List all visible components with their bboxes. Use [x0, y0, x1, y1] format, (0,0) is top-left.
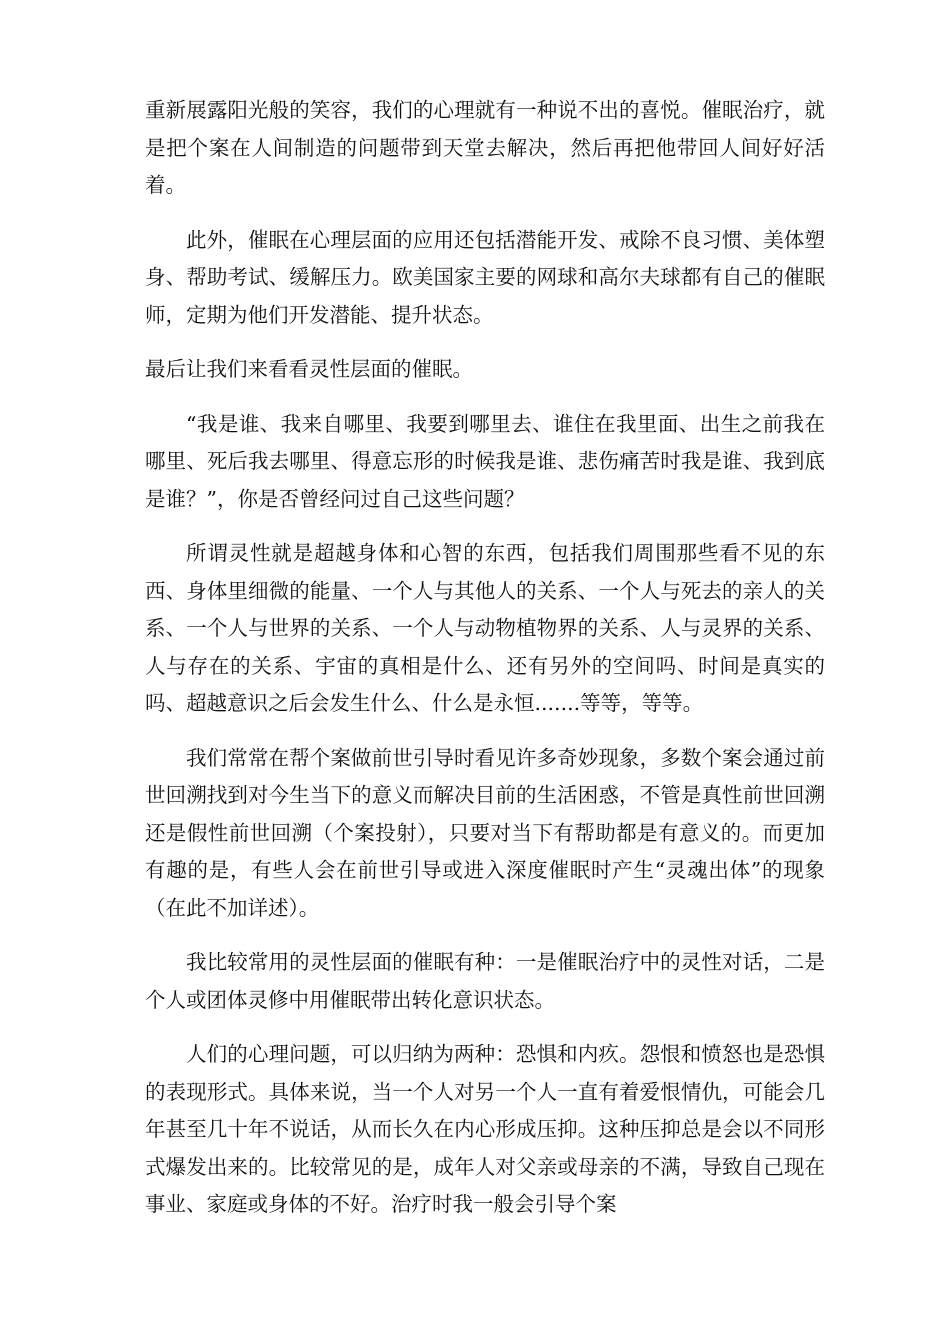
body-text: [145, 92, 825, 1241]
paragraph-4: “我是谁、我来自哪里、我要到哪里去、谁住在我里面、出生之前我在哪里、死后我去哪里、得意忘形的时候我是谁、悲伤痛苦时我是谁、我到底是谁？”，你是否曾经问过自己这些问题？: [145, 411, 825, 511]
paragraph-1: 重新展露阳光般的笑容，我们的心理就有一种说不出的喜悦。催眠治疗，就是把个案在人间制造的问题带到天堂去解决，然后再把他带回人间好好活着。: [145, 98, 825, 197]
paragraph-5: 所谓灵性就是超越身体和心智的东西，包括我们周围那些看不见的东西、身体里细微的能量、一个人与其他人的关系、一个人与死去的亲人的关系、一个人与世界的关系、一个人与动物植物界的关系、人与灵界的关系、人与存在的关系、宇宙的真相是什么、还有另外的空间吗、时间是真实的吗、超越意识之后会发生什么、什么是永恒.......等等，等等。: [145, 541, 825, 715]
paragraph-6: 我们常常在帮个案做前世引导时看见许多奇妙现象，多数个案会通过前世回溯找到对今生当下的意义而解决目前的生活困惑，不管是真性前世回溯还是假性前世回溯（个案投射），只要对当下有帮助都是有意义的。而更加有趣的是，有些人会在前世引导或进入深度催眠时产生“灵魂出体”的现象（在此不加详述）。: [145, 745, 825, 920]
paragraph-7: 我比较常用的灵性层面的催眠有种：一是催眠治疗中的灵性对话，二是个人或团体灵修中用催眠带出转化意识状态。: [145, 950, 825, 1012]
paragraph-8: 人们的心理问题，可以归纳为两种：恐惧和内疚。怨恨和愤怒也是恐惧的表现形式。具体来说，当一个人对另一个人一直有着爱恨情仇，可能会几年甚至几十年不说话，从而长久在内心形成压抑。这种压抑总是会以不同形式爆发出来的。比较常见的是，成年人对父亲或母亲的不满，导致自己现在事业、家庭或身体的不好。治疗时我一般会引导个案: [145, 1042, 825, 1216]
paragraph-2: 此外，催眠在心理层面的应用还包括潜能开发、戒除不良习惯、美体塑身、帮助考试、缓解压力。欧美国家主要的网球和高尔夫球都有自己的催眠师，定期为他们开发潜能、提升状态。: [145, 227, 825, 327]
paragraph-3: 最后让我们来看看灵性层面的催眠。: [145, 357, 473, 381]
